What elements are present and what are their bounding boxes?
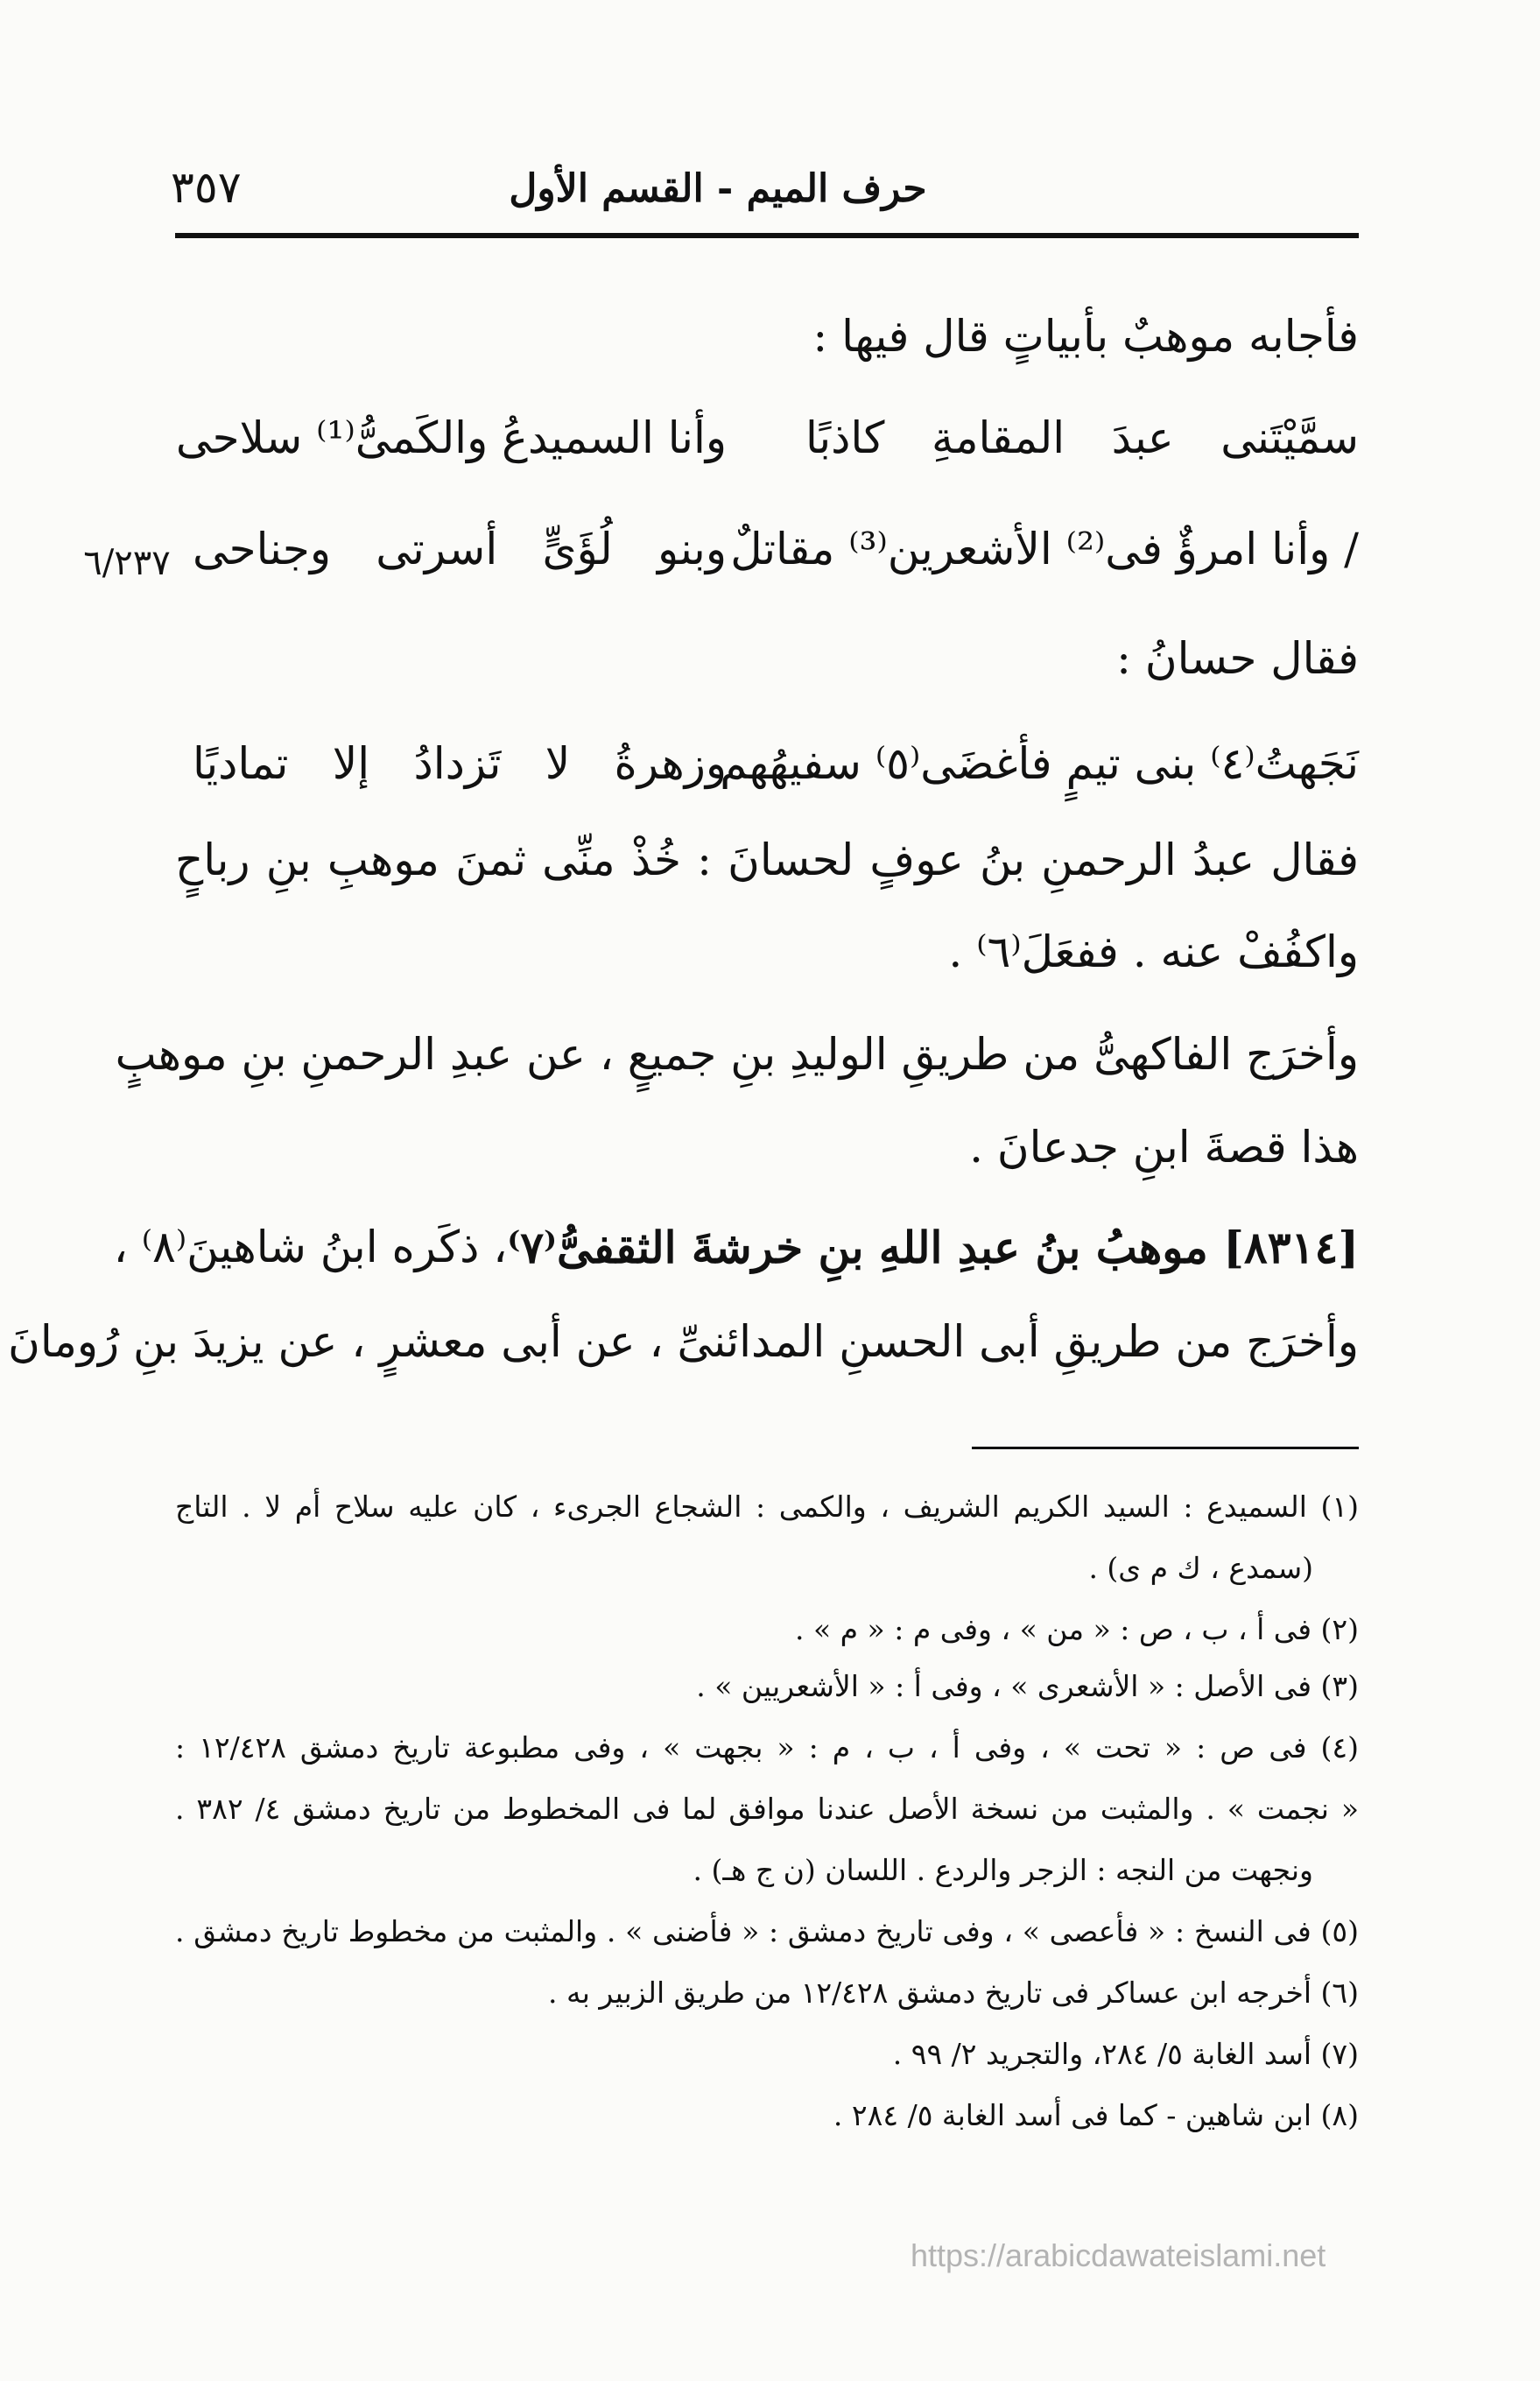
footnote-3: (٣) فى الأصل : « الأشعرى » ، وفى أ : « الأشعريين » . [696, 1669, 1359, 1703]
footnote-2: (٢) فى أ ، ب ، ص : « من » ، وفى م : « م » . [794, 1612, 1359, 1646]
footnote-7: (٧) أسد الغابة ٥/ ٢٨٤، والتجريد ٢/ ٩٩ . [892, 2037, 1359, 2071]
verse-1-first-hemistich: سمَّيْتَنى عبدَ المقامةِ كاذبًا [805, 412, 1359, 463]
verse-2-first-hemistich: / وأنا امرؤٌ فى⁽²⁾ الأشعرين⁽³⁾ مقاتلٌ [730, 524, 1359, 574]
paragraph-2-line-2: هذا قصةَ ابنِ جدعانَ . [969, 1122, 1359, 1173]
footnote-6: (٦) أخرجه ابن عساكر فى تاريخ دمشق ١٢/٤٢٨ من طريق الزبير به . [548, 1976, 1359, 2010]
paragraph-1-line-1: فقال عبدُ الرحمنِ بنُ عوفٍ لحسانَ : خُذْ منِّى ثمنَ موهبِ بنِ رباحٍ [175, 835, 1359, 885]
footnote-4-line-2: « نجمت » . والمثبت من نسخة الأصل عندنا موافق لما فى المخطوط من تاريخ دمشق ٤/ ٣٨٢ . [175, 1792, 1360, 1826]
footnote-1-line-1: (١) السميدع : السيد الكريم الشريف ، والكمى : الشجاع الجرىء ، كان عليه سلاح أم لا . التاج [175, 1490, 1359, 1524]
verse-1-second-hemistich: وأنا السميدعُ والكَمىُّ⁽¹⁾ سلاحى [175, 412, 727, 463]
intro-line: فأجابه موهبٌ بأبياتٍ قال فيها : [812, 311, 1359, 362]
footnote-1-line-2: (سمدع ، ك م ى) . [1088, 1551, 1313, 1585]
page-number: ٣٥٧ [171, 162, 242, 213]
footnote-8: (٨) ابن شاهين - كما فى أسد الغابة ٥/ ٢٨٤ . [833, 2098, 1359, 2132]
footnote-separator [972, 1447, 1359, 1449]
header-rule [175, 233, 1359, 238]
entry-line-2: وأخرَج من طريقِ أبى الحسنِ المدائنىِّ ، عن أبى معشرٍ ، عن يزيدَ بنِ رُومانَ [8, 1316, 1359, 1367]
footnote-4-line-1: (٤) فى ص : « تحت » ، وفى أ ، ب ، م : « بجهت » ، وفى مطبوعة تاريخ دمشق ١٢/٤٢٨ : [175, 1730, 1360, 1765]
footnote-5: (٥) فى النسخ : « فأعصى » ، وفى تاريخ دمشق : « فأضنى » . والمثبت من مخطوط تاريخ دمشق . [175, 1914, 1359, 1948]
website-watermark: https://arabicdawateislami.net [911, 2237, 1326, 2273]
entry-heading-line [113, 1219, 1359, 1276]
paragraph-2-line-1: وأخرَج الفاكهىُّ من طريقِ الوليدِ بنِ جميعٍ ، عن عبدِ الرحمنِ بنِ موهبٍ [115, 1029, 1359, 1080]
verse-2-second-hemistich: وبنو لُؤَىٍّ أسرتى وجناحى [193, 524, 727, 574]
paragraph-1-line-2: واكفُفْ عنه . ففعَلَ⁽٦⁾ . [948, 926, 1359, 977]
margin-volume-page-ref: ٦/٢٣٧ [83, 543, 171, 583]
verse-3-second-hemistich: وزهرةُ لا تَزدادُ إلا تماديًا [193, 738, 727, 789]
hassan-intro-line: فقال حسانُ : [1116, 633, 1359, 684]
entry-heading: [٨٣١٤] موهبُ بنُ عبدِ اللهِ بنِ خرشةَ الثقفىُّ⁽٧⁾ [507, 1222, 1359, 1273]
verse-3-first-hemistich: نَجَهتُ⁽٤⁾ بنى تيمٍ فأغضَى⁽٥⁾ سفيهُهم [720, 738, 1359, 789]
running-title: حرف الميم - القسم الأول [509, 166, 927, 211]
entry-heading-continuation: ، ذكَره ابنُ شاهينَ⁽٨⁾ ، [113, 1222, 508, 1272]
footnote-4-line-3: ونجهت من النجه : الزجر والردع . اللسان (ن ج هـ) . [693, 1853, 1313, 1887]
